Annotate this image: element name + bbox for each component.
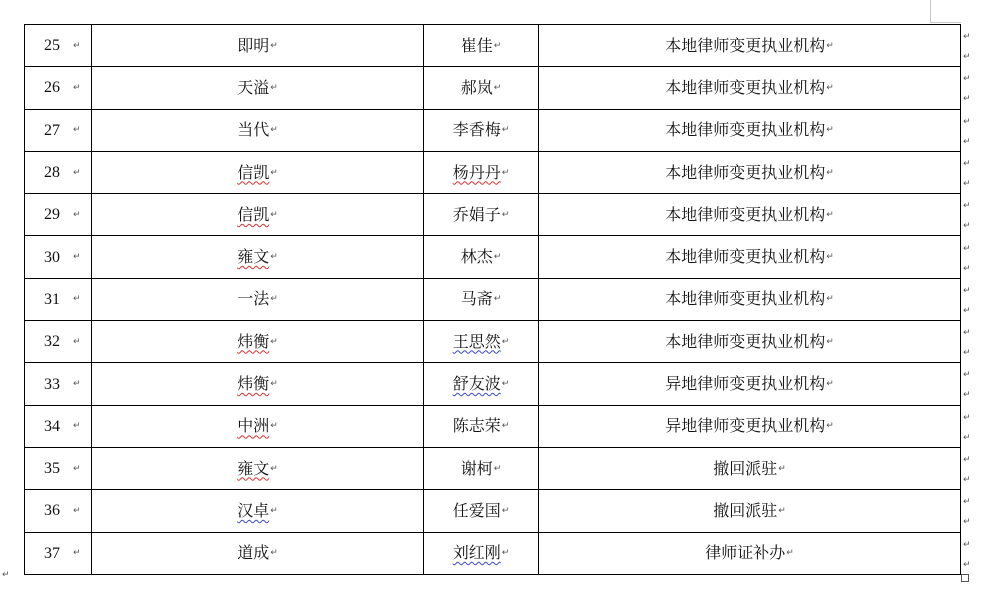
- cell-name[interactable]: [424, 532, 539, 574]
- cell-end-mark: ↵: [778, 463, 786, 474]
- cell-end-mark: ↵: [493, 252, 502, 263]
- cell-end-mark: ↵: [73, 252, 81, 263]
- cell-firm[interactable]: [92, 490, 424, 532]
- cell-name[interactable]: [424, 405, 539, 447]
- cell-number-text: 36: [44, 502, 60, 520]
- cell-firm-text: 道成: [237, 543, 270, 563]
- cell-firm[interactable]: [92, 321, 424, 363]
- cell-end-mark: ↵: [270, 252, 278, 263]
- cell-number[interactable]: [25, 532, 92, 574]
- cell-end-mark: ↵: [826, 252, 834, 263]
- row-end-mark: ↵: [963, 305, 971, 316]
- table-row: [25, 278, 961, 320]
- table-row: [25, 447, 961, 489]
- cell-firm-text: 炜衡: [237, 331, 270, 351]
- lawyer-change-table: [24, 24, 961, 575]
- cell-firm[interactable]: [92, 194, 424, 236]
- cell-number[interactable]: [25, 236, 92, 278]
- cell-number-text: 27: [44, 121, 60, 139]
- cell-end-mark: ↵: [826, 82, 834, 93]
- cell-end-mark: ↵: [826, 379, 834, 390]
- table-row: [25, 236, 961, 278]
- cell-name[interactable]: [424, 194, 539, 236]
- cell-reason[interactable]: [539, 194, 961, 236]
- cell-end-mark: ↵: [73, 209, 81, 220]
- cell-end-mark: ↵: [73, 421, 81, 432]
- row-end-mark: ↵: [963, 52, 971, 62]
- cell-reason[interactable]: [539, 532, 961, 574]
- cell-number[interactable]: [25, 278, 92, 320]
- cell-end-mark: ↵: [270, 548, 278, 559]
- cell-number[interactable]: [25, 321, 92, 363]
- row-end-mark: ↵: [963, 348, 971, 359]
- cell-end-mark: ↵: [73, 82, 81, 93]
- cell-number[interactable]: [25, 447, 92, 489]
- cell-end-mark: ↵: [501, 125, 510, 136]
- row-end-mark: ↵: [963, 432, 971, 443]
- cell-firm[interactable]: [92, 532, 424, 574]
- cell-reason-text: 本地律师变更执业机构: [665, 120, 826, 140]
- table-row: [25, 363, 961, 405]
- cell-number[interactable]: [25, 67, 92, 109]
- cell-number-text: 28: [44, 164, 60, 182]
- table-row: [25, 490, 961, 532]
- cell-end-mark: ↵: [786, 548, 794, 559]
- cell-end-mark: ↵: [501, 209, 510, 220]
- cell-end-mark: ↵: [73, 294, 81, 305]
- cell-name-text: 李香梅: [452, 120, 501, 140]
- cell-name-text: 林杰: [460, 247, 493, 267]
- table-row: [25, 194, 961, 236]
- cell-end-mark: ↵: [73, 378, 81, 389]
- cell-reason-text: 本地律师变更执业机构: [665, 331, 826, 351]
- cell-firm-text: 天溢: [237, 77, 270, 97]
- table-row: [25, 67, 961, 109]
- cell-name-text: 郝岚: [460, 77, 493, 97]
- cell-end-mark: ↵: [270, 336, 278, 347]
- cell-end-mark: ↵: [73, 40, 81, 51]
- cell-reason-text: 本地律师变更执业机构: [665, 162, 826, 182]
- cell-end-mark: ↵: [778, 505, 786, 516]
- cell-number-text: 26: [44, 79, 60, 97]
- cell-end-mark: ↵: [501, 336, 510, 347]
- cell-name[interactable]: [424, 447, 539, 489]
- cell-end-mark: ↵: [501, 505, 510, 516]
- cell-reason[interactable]: [539, 363, 961, 405]
- row-end-mark: ↵: [963, 559, 971, 570]
- cell-end-mark: ↵: [501, 167, 510, 178]
- cell-number-text: 34: [44, 417, 60, 435]
- paragraph-mark: ↵: [2, 570, 10, 580]
- cell-name[interactable]: [424, 490, 539, 532]
- cell-number-text: 35: [44, 460, 60, 478]
- cell-name-text: 舒友波: [452, 374, 501, 394]
- cell-end-mark: ↵: [73, 463, 81, 474]
- cell-reason-text: 撤回派驻: [713, 500, 778, 520]
- cell-number-text: 31: [44, 290, 60, 308]
- cell-end-mark: ↵: [826, 336, 834, 347]
- table-body: [25, 25, 961, 575]
- cell-firm-text: 信凯: [237, 162, 270, 182]
- cell-number[interactable]: [25, 25, 92, 67]
- cell-firm-text: 一法: [237, 289, 270, 309]
- cell-firm[interactable]: [92, 151, 424, 193]
- cell-firm-text: 雍文: [237, 247, 270, 267]
- cell-reason[interactable]: [539, 25, 961, 67]
- table-row: [25, 321, 961, 363]
- cell-firm-text: 信凯: [237, 204, 270, 224]
- cell-end-mark: ↵: [270, 463, 278, 474]
- cell-end-mark: ↵: [73, 336, 81, 347]
- cell-number[interactable]: [25, 151, 92, 193]
- cell-firm[interactable]: [92, 278, 424, 320]
- row-end-mark: ↵: [963, 32, 971, 42]
- cell-name[interactable]: [424, 151, 539, 193]
- cell-end-mark: ↵: [270, 294, 278, 305]
- cell-firm-text: 雍文: [237, 458, 270, 478]
- cell-name-text: 王思然: [452, 331, 501, 351]
- cell-firm[interactable]: [92, 405, 424, 447]
- cell-name[interactable]: [424, 25, 539, 67]
- cell-name[interactable]: [424, 236, 539, 278]
- cell-firm-text: 汉卓: [237, 500, 270, 520]
- cell-end-mark: ↵: [73, 548, 81, 559]
- cell-reason[interactable]: [539, 151, 961, 193]
- cell-name-text: 乔娟子: [452, 204, 501, 224]
- cell-name[interactable]: [424, 109, 539, 151]
- cell-number-text: 29: [44, 206, 60, 224]
- cell-end-mark: ↵: [270, 421, 278, 432]
- cell-end-mark: ↵: [270, 82, 278, 93]
- cell-reason-text: 本地律师变更执业机构: [665, 35, 826, 55]
- cell-end-mark: ↵: [270, 505, 278, 516]
- cell-number-text: 30: [44, 248, 60, 266]
- cell-name-text: 杨丹丹: [452, 162, 501, 182]
- cell-reason-text: 异地律师变更执业机构: [665, 374, 826, 394]
- cell-name[interactable]: [424, 321, 539, 363]
- cell-firm[interactable]: [92, 25, 424, 67]
- cell-name[interactable]: [424, 67, 539, 109]
- cell-reason[interactable]: [539, 321, 961, 363]
- cell-reason[interactable]: [539, 490, 961, 532]
- cell-reason[interactable]: [539, 447, 961, 489]
- cell-number[interactable]: [25, 194, 92, 236]
- page-corner-guide: [930, 0, 961, 23]
- cell-name-text: 谢柯: [460, 458, 493, 478]
- row-end-mark: ↵: [963, 221, 971, 232]
- cell-number-text: 33: [44, 375, 60, 393]
- cell-number-text: 32: [44, 333, 60, 351]
- cell-firm[interactable]: [92, 109, 424, 151]
- cell-name[interactable]: [424, 278, 539, 320]
- row-end-mark: ↵: [963, 116, 971, 127]
- cell-number[interactable]: [25, 363, 92, 405]
- cell-end-mark: ↵: [270, 40, 278, 51]
- cell-name[interactable]: [424, 363, 539, 405]
- cell-end-mark: ↵: [493, 294, 502, 305]
- row-end-mark: ↵: [963, 497, 971, 508]
- row-end-mark: ↵: [963, 201, 971, 212]
- cell-end-mark: ↵: [826, 294, 834, 305]
- row-end-mark: ↵: [963, 263, 971, 274]
- cell-reason-text: 撤回派驻: [713, 458, 778, 478]
- cell-firm-text: 中洲: [237, 416, 270, 436]
- cell-end-mark: ↵: [826, 125, 834, 136]
- cell-reason-text: 律师证补办: [705, 543, 786, 563]
- cell-reason-text: 本地律师变更执业机构: [665, 247, 826, 267]
- cell-end-mark: ↵: [270, 167, 278, 178]
- cell-number-text: 37: [44, 544, 60, 562]
- cell-end-mark: ↵: [73, 125, 81, 136]
- cell-firm-text: 即明: [237, 35, 270, 55]
- row-end-mark: ↵: [963, 539, 971, 550]
- cell-firm[interactable]: [92, 236, 424, 278]
- cell-name-text: 陈志荣: [452, 416, 501, 436]
- cell-reason-text: 本地律师变更执业机构: [665, 289, 826, 309]
- cell-end-mark: ↵: [73, 505, 81, 516]
- cell-end-mark: ↵: [501, 548, 510, 559]
- row-end-mark: ↵: [963, 455, 971, 465]
- cell-end-mark: ↵: [826, 209, 834, 220]
- cell-end-mark: ↵: [493, 82, 502, 93]
- cell-end-mark: ↵: [270, 125, 278, 136]
- cell-reason[interactable]: [539, 236, 961, 278]
- cell-firm[interactable]: [92, 363, 424, 405]
- table-resize-handle[interactable]: [961, 574, 969, 582]
- cell-reason-text: 本地律师变更执业机构: [665, 77, 826, 97]
- cell-firm-text: 当代: [237, 120, 270, 140]
- row-end-mark: ↵: [963, 136, 971, 147]
- cell-reason-text: 本地律师变更执业机构: [665, 204, 826, 224]
- cell-end-mark: ↵: [826, 421, 834, 432]
- cell-name-text: 崔佳: [460, 35, 493, 55]
- table-row: [25, 405, 961, 447]
- row-end-mark: ↵: [963, 285, 971, 296]
- cell-end-mark: ↵: [826, 40, 834, 51]
- row-end-mark: ↵: [963, 475, 971, 485]
- cell-firm[interactable]: [92, 67, 424, 109]
- row-end-mark: ↵: [963, 517, 971, 528]
- table-row: [25, 532, 961, 574]
- cell-reason[interactable]: [539, 109, 961, 151]
- cell-end-mark: ↵: [73, 167, 81, 178]
- cell-end-mark: ↵: [501, 421, 510, 432]
- cell-number[interactable]: [25, 405, 92, 447]
- row-end-mark: ↵: [963, 158, 971, 169]
- row-end-mark: ↵: [963, 178, 971, 189]
- cell-firm-text: 炜衡: [237, 374, 270, 394]
- row-end-mark: ↵: [963, 390, 971, 401]
- cell-name-text: 刘红刚: [452, 543, 501, 563]
- cell-reason-text: 异地律师变更执业机构: [665, 416, 826, 436]
- cell-firm[interactable]: [92, 447, 424, 489]
- cell-end-mark: ↵: [826, 167, 834, 178]
- cell-number[interactable]: [25, 109, 92, 151]
- cell-reason[interactable]: [539, 67, 961, 109]
- cell-end-mark: ↵: [493, 40, 502, 51]
- cell-reason[interactable]: [539, 278, 961, 320]
- cell-end-mark: ↵: [501, 379, 510, 390]
- cell-reason[interactable]: [539, 405, 961, 447]
- row-end-mark: ↵: [963, 243, 971, 254]
- cell-name-text: 任爱国: [452, 500, 501, 520]
- cell-end-mark: ↵: [270, 379, 278, 390]
- table-row: [25, 25, 961, 67]
- row-end-mark: ↵: [963, 412, 971, 423]
- row-end-mark: ↵: [963, 370, 971, 381]
- cell-end-mark: ↵: [493, 463, 502, 474]
- cell-number-text: 25: [44, 37, 60, 55]
- cell-end-mark: ↵: [270, 209, 278, 220]
- table-row: [25, 109, 961, 151]
- table-row: [25, 151, 961, 193]
- row-end-mark: ↵: [963, 94, 971, 105]
- cell-number[interactable]: [25, 490, 92, 532]
- cell-name-text: 马斋: [460, 289, 493, 309]
- row-end-mark: ↵: [963, 328, 971, 339]
- row-end-mark: ↵: [963, 74, 971, 85]
